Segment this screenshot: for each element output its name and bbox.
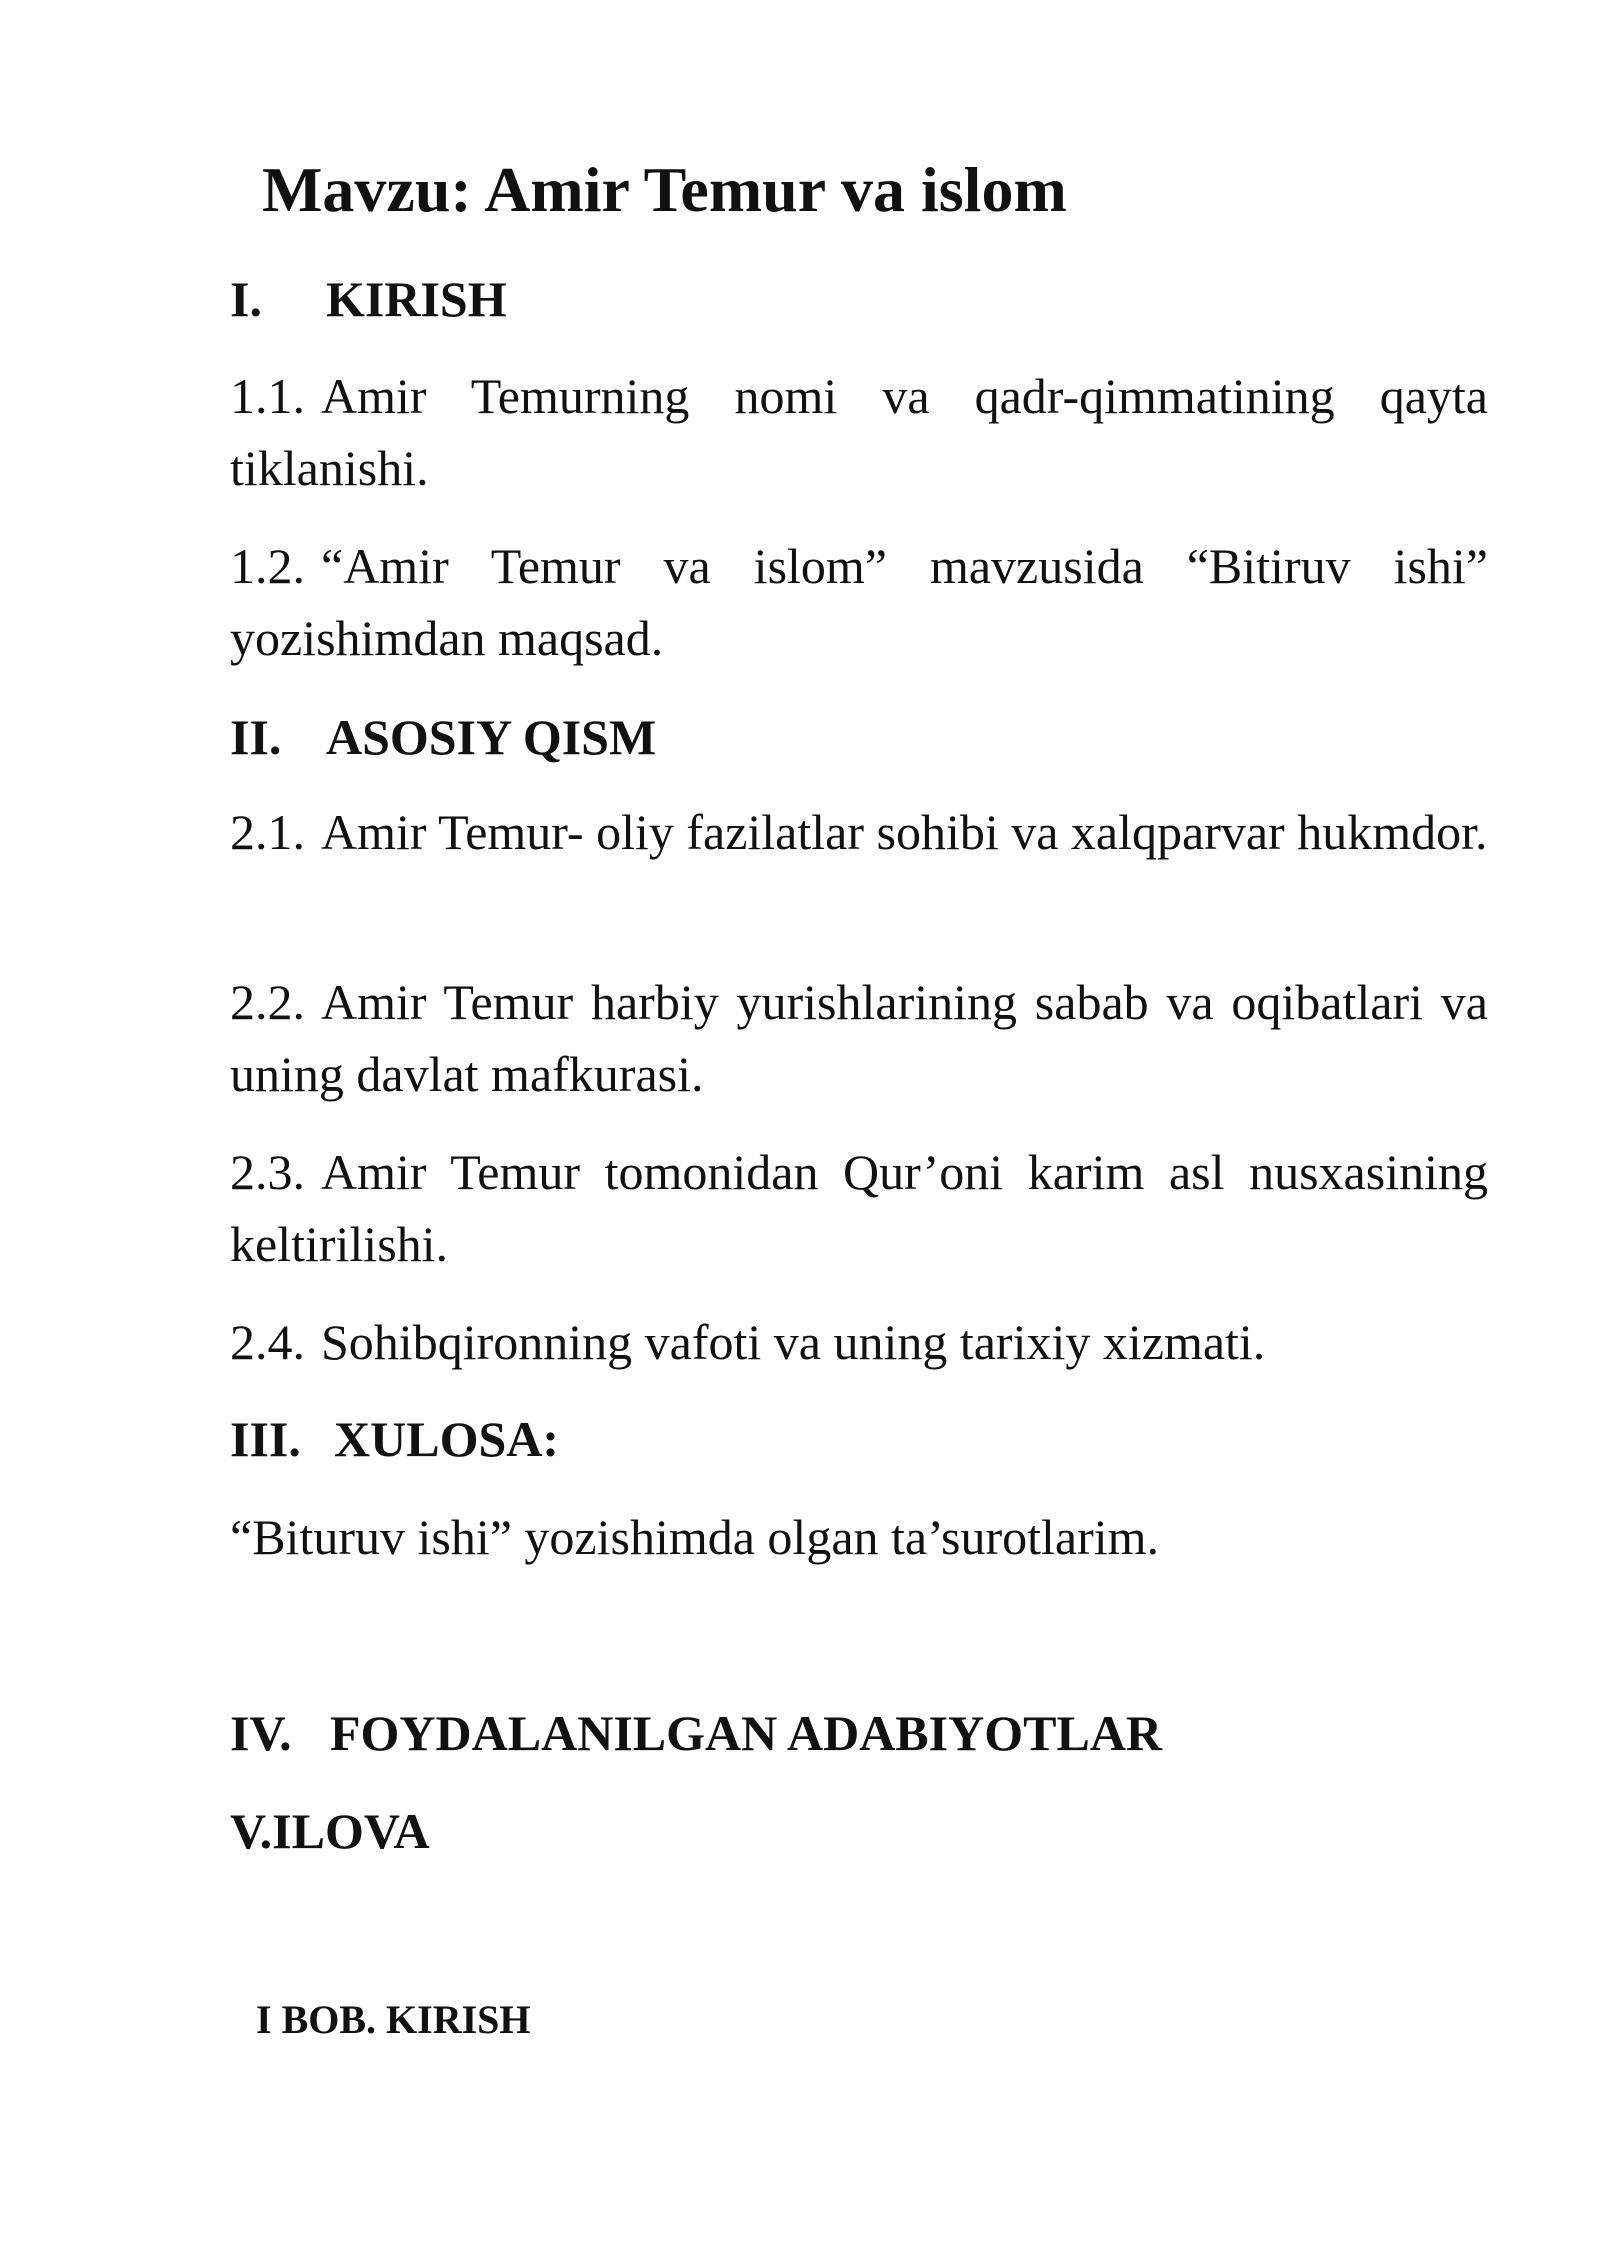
conclusion-text: “Bituruv ishi” yozishimda olgan ta’surotlarim. [230,1509,1160,1565]
section-number: II. [230,709,282,765]
list-item-2-1 [230,796,1488,868]
item-text: “Amir Temur va islom” mavzusida “Bitiruv ishi” yozishimdan maqsad. [230,538,1488,666]
item-text: Amir Temurning nomi va qadr-qimmatining qayta tiklanishi. [230,368,1488,496]
item-text: Amir Temur harbiy yurishlarining sabab va oqibatlari va uning davlat mafkurasi. [230,974,1488,1102]
section-heading-kirish [230,268,507,330]
section-label: KIRISH [326,271,507,327]
section-label: XULOSA: [334,1411,560,1467]
document-title: Mavzu: Amir Temur va islom [262,154,1067,225]
list-item-2-2 [230,966,1488,1110]
item-text: Amir Temur- oliy fazilatlar sohibi va xalqparvar hukmdor. [321,804,1488,860]
list-item-1-2 [230,530,1488,674]
item-number: 2.2. [230,974,305,1030]
item-number: 2.1. [230,804,305,860]
list-item-2-3 [230,1136,1488,1280]
item-number: 1.2. [230,538,305,594]
section-heading-asosiy-qism [230,706,656,768]
section-number: III. [230,1411,301,1467]
item-text: Sohibqironning vafoti va uning tarixiy xizmati. [321,1314,1266,1370]
section-label: ASOSIY QISM [326,709,657,765]
list-item-1-1 [230,360,1488,504]
item-number: 2.4. [230,1314,305,1370]
section-heading-adabiyotlar [230,1702,1162,1764]
item-text: Amir Temur tomonidan Qur’oni karim asl nusxasining keltirilishi. [230,1144,1488,1272]
section-label: FOYDALANILGAN ADABIYOTLAR [330,1705,1163,1761]
section-heading-ilova: V.ILOVA [230,1803,430,1859]
list-item-2-4 [230,1306,1488,1378]
item-number: 1.1. [230,368,305,424]
section-number: IV. [230,1705,292,1761]
item-number: 2.3. [230,1144,305,1200]
chapter-heading: I BOB. KIRISH [256,1997,531,2042]
section-heading-xulosa [230,1408,559,1470]
section-number: I. [230,271,262,327]
